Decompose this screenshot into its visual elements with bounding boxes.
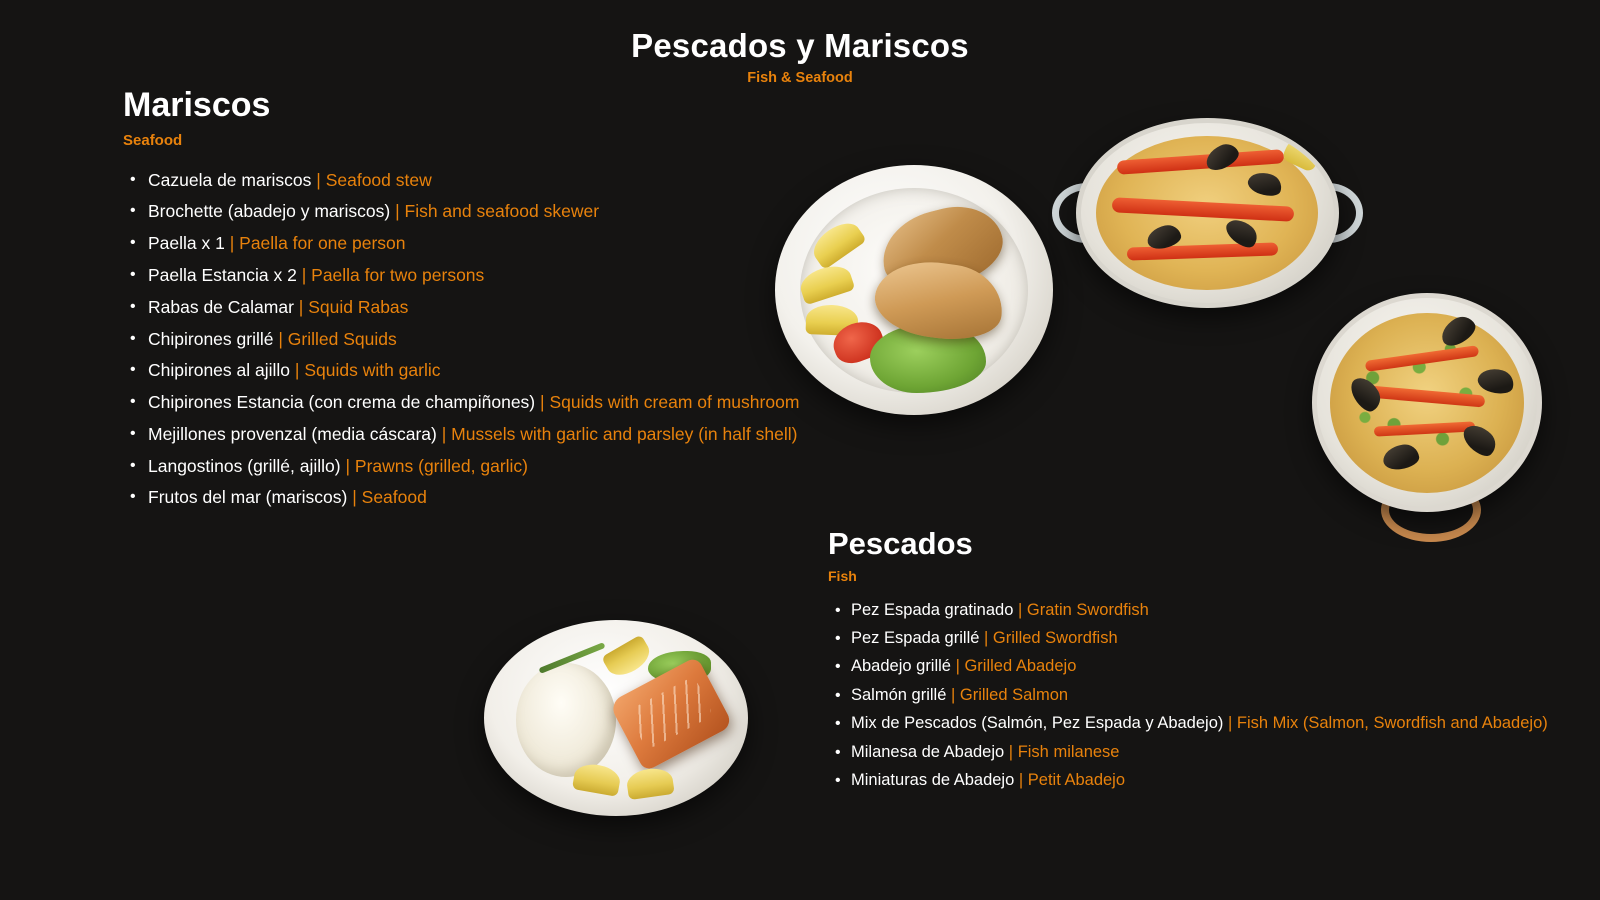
bullet-icon: • [130, 488, 136, 506]
page-subtitle: Fish & Seafood [747, 70, 853, 87]
item-name-es: Rabas de Calamar [148, 296, 294, 317]
bullet-icon: • [835, 686, 841, 704]
item-name-en: Mussels with garlic and parsley (in half shell) [451, 423, 798, 444]
section-subtitle-mariscos: Seafood [123, 131, 183, 149]
bullet-icon: • [130, 329, 136, 347]
list-item [828, 656, 1588, 678]
item-name-en: Gratin Swordfish [1026, 600, 1149, 619]
list-item [123, 232, 823, 255]
page-header [0, 28, 1600, 86]
item-separator: | [950, 685, 956, 704]
item-separator: | [984, 628, 989, 647]
bullet-icon: • [835, 658, 841, 676]
list-item [828, 600, 1588, 622]
bullet-icon: • [130, 234, 136, 252]
section-mariscos [123, 88, 823, 518]
food-photo-paella-bottom [1312, 283, 1542, 538]
item-separator: | [352, 487, 357, 508]
item-name-en: Prawns (grilled, garlic) [354, 455, 529, 476]
paella-pan [1312, 293, 1542, 512]
item-name-en: Paella for one person [239, 233, 406, 254]
item-name-es: Abadejo grillé [851, 657, 951, 676]
item-name-es: Mejillones provenzal (media cáscara) [148, 423, 437, 444]
menu-list-pescados [828, 600, 1588, 793]
bullet-icon: • [130, 393, 136, 411]
item-name-es: Pez Espada grillé [851, 628, 980, 647]
list-item [123, 328, 823, 351]
section-title-mariscos: Mariscos [123, 86, 271, 124]
item-name-en: Grilled Salmon [959, 685, 1069, 704]
list-item [123, 296, 823, 319]
bullet-icon: • [130, 456, 136, 474]
bullet-icon: • [835, 629, 841, 647]
item-separator: | [345, 455, 351, 476]
item-name-en: Squids with garlic [304, 360, 441, 381]
item-name-es: Mix de Pescados (Salmón, Pez Espada y Abadejo) [851, 714, 1224, 733]
food-photo-salmon-plate [484, 620, 748, 816]
item-name-es: Cazuela de mariscos [148, 169, 312, 190]
list-item [123, 423, 823, 446]
section-title-pescados: Pescados [828, 526, 973, 561]
item-name-en: Squid Rabas [308, 296, 409, 317]
bullet-icon: • [835, 743, 841, 761]
item-separator: | [278, 328, 283, 349]
lemon-wedge [602, 634, 656, 681]
list-item [828, 713, 1588, 735]
food-photo-paella-top [1055, 118, 1360, 308]
food-photo-fish-plate [775, 165, 1053, 415]
bullet-icon: • [130, 202, 136, 220]
menu-list-mariscos [123, 169, 823, 510]
list-item [123, 486, 823, 509]
item-name-es: Paella Estancia x 2 [148, 264, 297, 285]
item-name-es: Paella x 1 [148, 233, 225, 254]
bullet-icon: • [835, 601, 841, 619]
item-name-es: Salmón grillé [851, 685, 947, 704]
item-separator: | [229, 233, 235, 254]
bullet-icon: • [130, 170, 136, 188]
item-name-en: Seafood stew [325, 169, 432, 190]
item-name-en: Grilled Swordfish [992, 628, 1118, 647]
item-name-en: Grilled Abadejo [964, 657, 1077, 676]
item-separator: | [955, 657, 960, 676]
item-name-es: Chipirones Estancia (con crema de champiñones) [148, 392, 536, 413]
item-separator: | [1017, 600, 1023, 619]
list-item [123, 455, 823, 478]
paella-pan [1076, 118, 1338, 308]
item-separator: | [1018, 771, 1024, 790]
item-name-en: Grilled Squids [287, 328, 397, 349]
item-name-es: Miniaturas de Abadejo [851, 771, 1015, 790]
list-item [123, 264, 823, 287]
item-name-en: Petit Abadejo [1027, 771, 1126, 790]
bullet-icon: • [130, 424, 136, 442]
item-separator: | [298, 296, 304, 317]
list-item [828, 685, 1588, 707]
item-name-es: Brochette (abadejo y mariscos) [148, 201, 391, 222]
item-separator: | [1227, 714, 1233, 733]
item-name-en: Fish Mix (Salmon, Swordfish and Abadejo) [1236, 714, 1548, 733]
item-name-en: Seafood [361, 487, 427, 508]
item-separator: | [301, 264, 307, 285]
item-separator: | [441, 423, 447, 444]
item-name-en: Fish milanese [1017, 742, 1120, 761]
list-item [123, 391, 823, 414]
bullet-icon: • [835, 772, 841, 790]
item-name-es: Milanesa de Abadejo [851, 742, 1005, 761]
bullet-icon: • [835, 715, 841, 733]
bullet-icon: • [130, 361, 136, 379]
list-item [123, 169, 823, 192]
list-item [123, 200, 823, 223]
item-name-en: Fish and seafood skewer [404, 201, 600, 222]
item-separator: | [316, 169, 321, 190]
item-separator: | [395, 201, 400, 222]
section-pescados [828, 528, 1588, 799]
item-name-es: Chipirones al ajillo [148, 360, 291, 381]
page-title: Pescados y Mariscos [631, 27, 969, 64]
section-subtitle-pescados: Fish [828, 567, 857, 584]
lemon-wedge [625, 766, 674, 800]
list-item [123, 359, 823, 382]
item-name-es: Chipirones grillé [148, 328, 274, 349]
lemon-wedge [572, 761, 622, 797]
item-separator: | [294, 360, 300, 381]
item-name-en: Squids with cream of mushroom [549, 392, 800, 413]
item-name-es: Frutos del mar (mariscos) [148, 487, 348, 508]
item-name-es: Langostinos (grillé, ajillo) [148, 455, 341, 476]
list-item [828, 742, 1588, 764]
bullet-icon: • [130, 297, 136, 315]
bullet-icon: • [130, 265, 136, 283]
rice-mound [516, 663, 616, 777]
item-name-es: Pez Espada gratinado [851, 600, 1014, 619]
list-item [828, 628, 1588, 650]
item-separator: | [1008, 742, 1014, 761]
item-name-en: Paella for two persons [311, 264, 485, 285]
item-separator: | [540, 392, 545, 413]
list-item [828, 770, 1588, 792]
